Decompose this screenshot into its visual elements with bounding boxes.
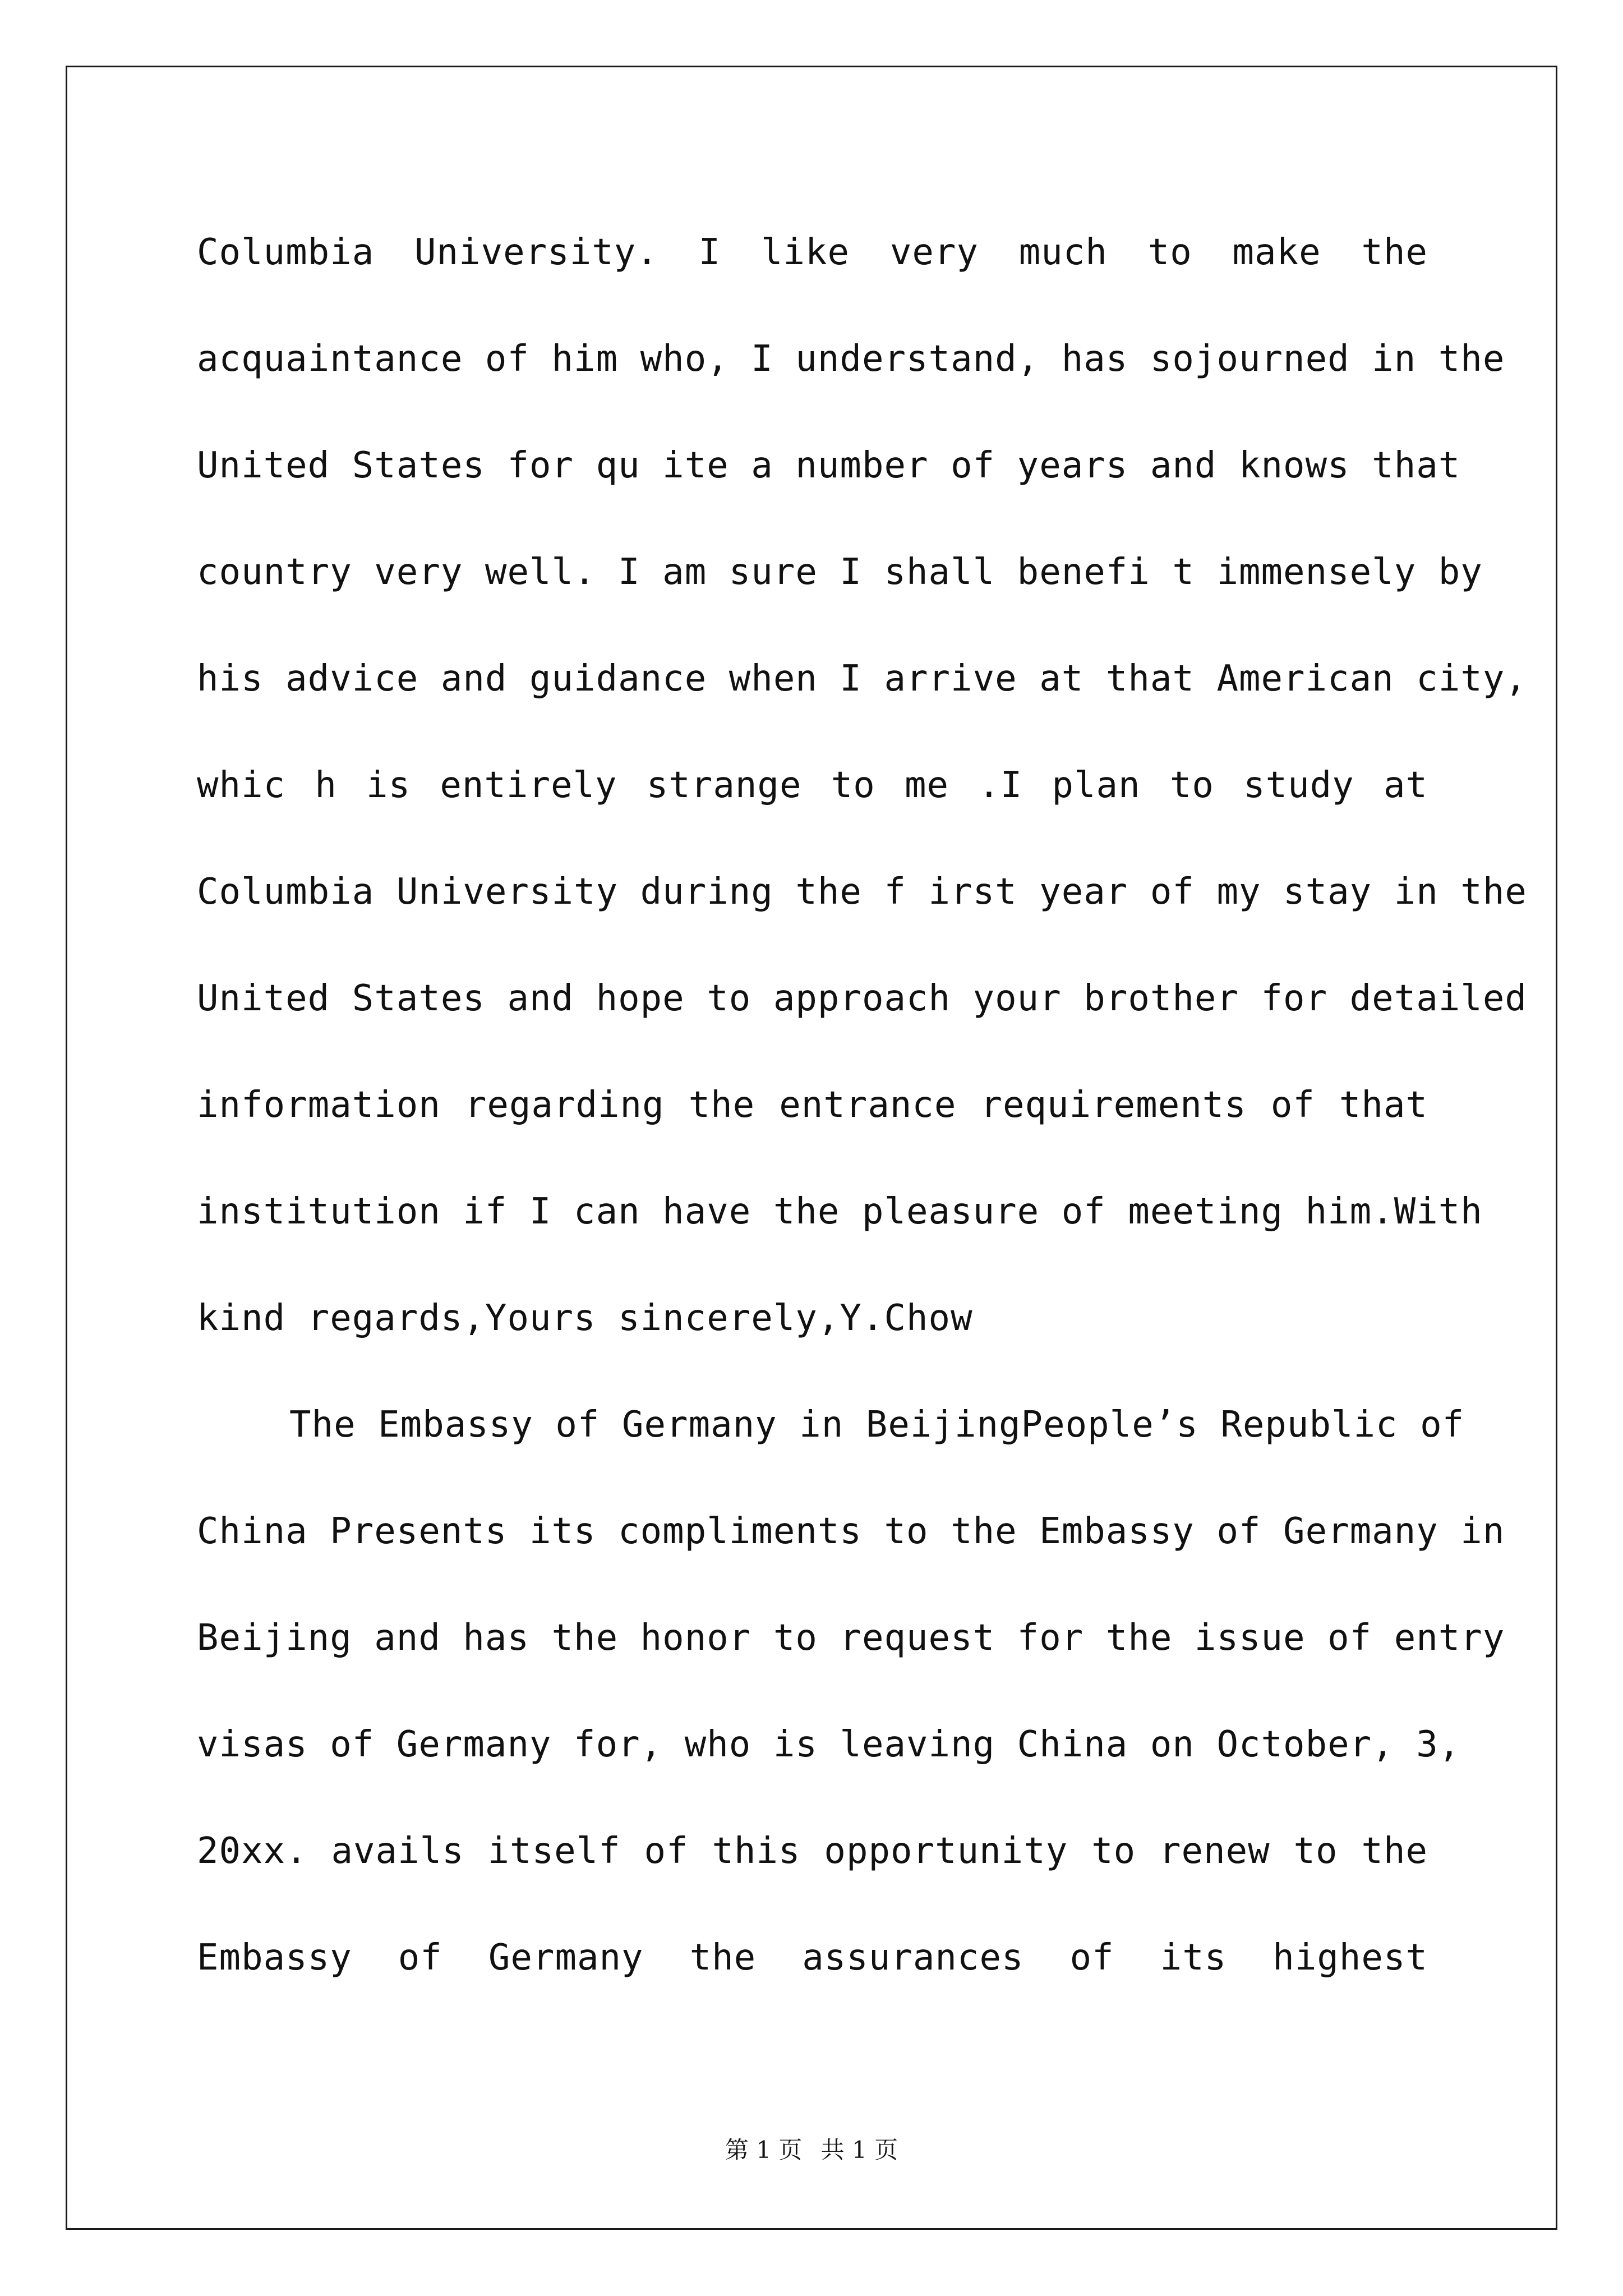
paragraph-1-line-6: whic h is entirely strange to me .I plan to study at [197, 765, 1428, 806]
paragraph-1-line-2: acquaintance of him who, I understand, has sojourned in the [197, 338, 1505, 380]
paragraph-2-line-4: visas of Germany for, who is leaving China on October, 3, [197, 1724, 1461, 1765]
paragraph-2-line-6: Embassy of Germany the assurances of its highest [197, 1937, 1428, 1978]
paragraph-2-line-1: The Embassy of Germany in BeijingPeople’s Republic of [289, 1404, 1465, 1446]
paragraph-1-line-9: information regarding the entrance requirements of that [197, 1084, 1428, 1126]
paragraph-1-line-3: United States for qu ite a number of years and knows that [197, 445, 1461, 486]
paragraph-1-line-1: Columbia University. I like very much to make the [197, 232, 1428, 273]
paragraph-1-line-10: institution if I can have the pleasure of meeting him.With [197, 1191, 1483, 1232]
paragraph-2-line-3: Beijing and has the honor to request for the issue of entry [197, 1617, 1505, 1659]
paragraph-1-line-11: kind regards,Yours sincerely,Y.Chow [197, 1297, 973, 1339]
page-number: 第 1 页 [725, 2136, 803, 2164]
document-body [197, 216, 1527, 2028]
paragraph-1-line-4: country very well. I am sure I shall benefi t immensely by [197, 551, 1483, 593]
paragraph-1-line-8: United States and hope to approach your brother for detailed [197, 978, 1527, 1019]
paragraph-1-line-5: his advice and guidance when I arrive at that American city, [197, 658, 1527, 700]
page-total: 共 1 页 [820, 2136, 898, 2164]
paragraph-2-line-2: China Presents its compliments to the Embassy of Germany in [197, 1511, 1505, 1552]
paragraph-2-line-5: 20xx. avails itself of this opportunity to renew to the [197, 1830, 1428, 1872]
paragraph-1-line-7: Columbia University during the f irst year of my stay in the [197, 871, 1527, 913]
page-footer [0, 2132, 1623, 2165]
